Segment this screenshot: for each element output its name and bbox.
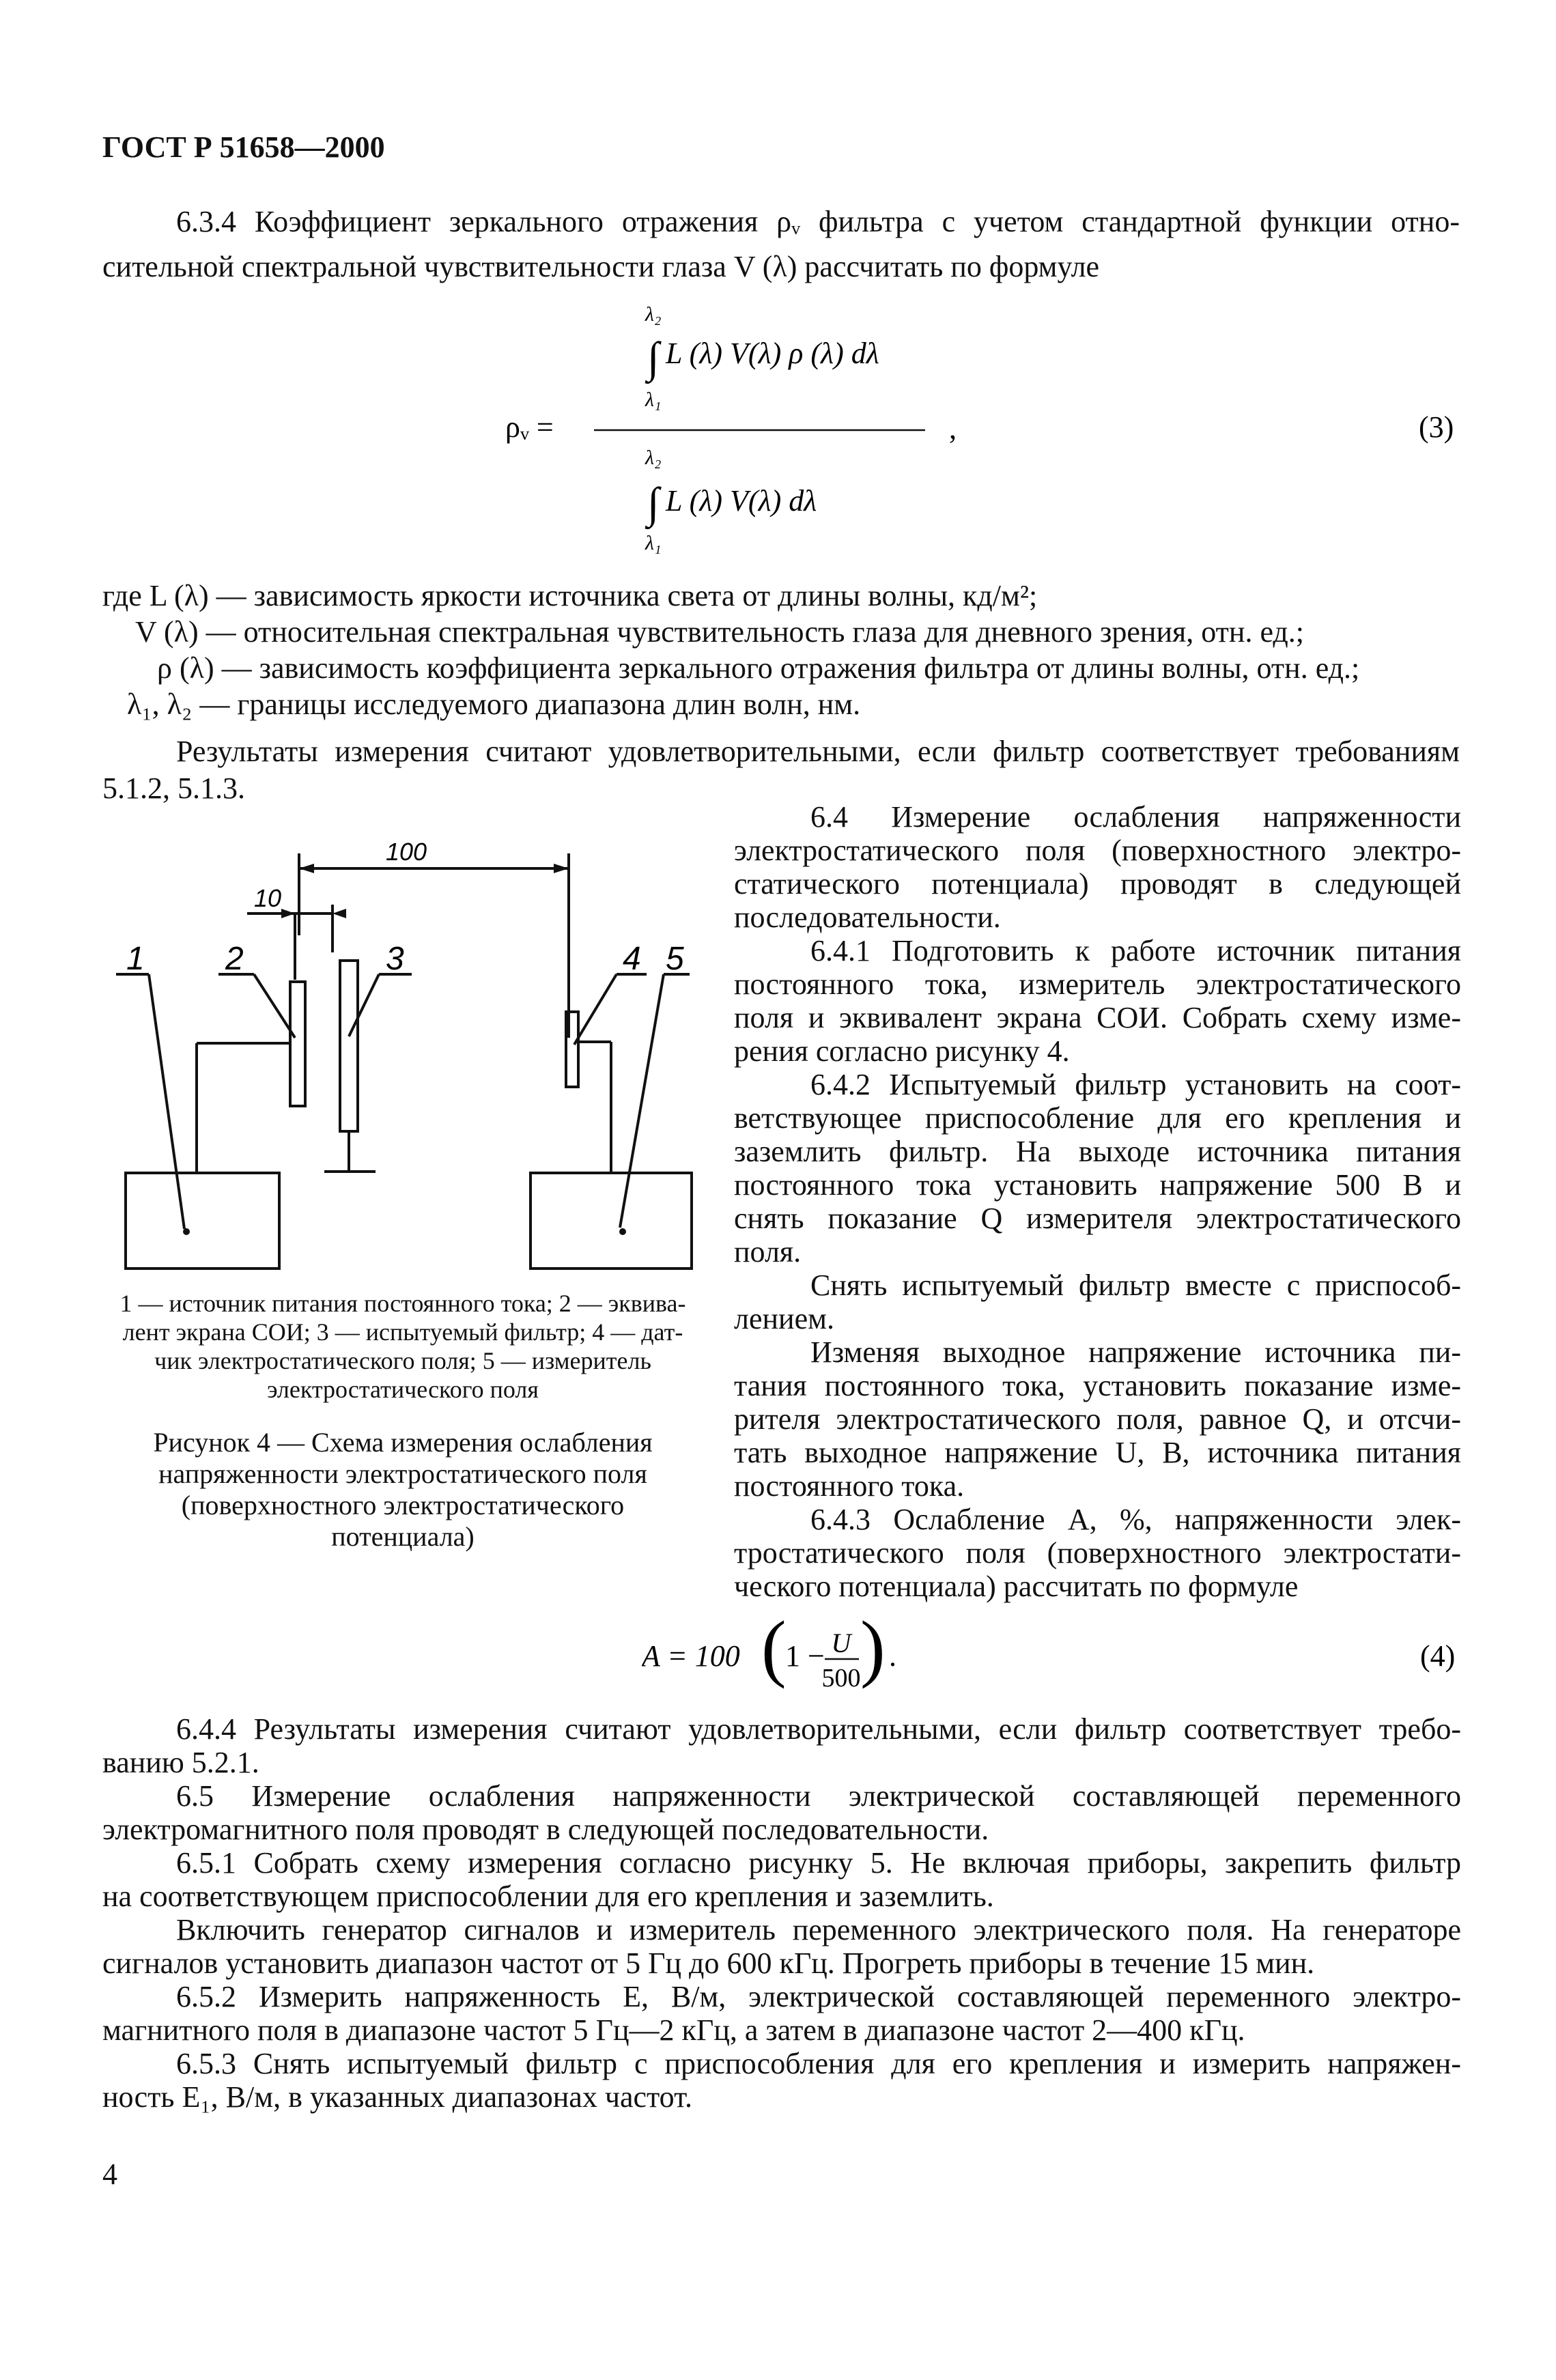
formula-4-lhs: A = 100 [642, 1639, 740, 1673]
dim-100-label: 100 [385, 838, 427, 866]
formula-3-number: (3) [1419, 410, 1454, 444]
premove-line-1: Снять испытуемый фильтр вместе с приспособ- [810, 1269, 1461, 1302]
formula-3-num-lower: λ₁ [645, 388, 662, 411]
formula-3-lhs: ρᵥ = [505, 410, 554, 444]
formula-3-den-upper: λ₂ [645, 447, 662, 469]
label-4: 4 [623, 941, 641, 977]
p643-line-2: тростатического поля (поверхностного электростати- [734, 1536, 1461, 1570]
legend-line-3: чик электростатического поля; 5 — измеритель [154, 1347, 651, 1374]
p642-line-5: снять показание Q измерителя электростатического [734, 1202, 1461, 1235]
pgen-line-2: сигналов установить диапазон частот от 5 Гц до 600 кГц. Прогреть приборы в течение 15 мин. [102, 1946, 1315, 1980]
legend-line-4: электростатического поля [267, 1376, 539, 1403]
formula-3-denominator: L (λ) V(λ) dλ [666, 484, 817, 518]
legend-line-1: 1 — источник питания постоянного тока; 2 — эквива- [119, 1290, 686, 1317]
pchange-line-2: тания постоянного тока, установить показание изме- [734, 1369, 1461, 1402]
p641-line-3: поля и эквивалент экрана СОИ. Собрать схему изме- [734, 1001, 1461, 1034]
p652-line-2: магнитного поля в диапазоне частот 5 Гц—2 кГц, а затем в диапазоне частот 2—400 кГц. [102, 2013, 1245, 2047]
para-634-line2: сительной спектральной чувствительности глаза V (λ) рассчитать по формуле [102, 250, 1100, 283]
formula-4-number: (4) [1420, 1639, 1456, 1673]
p651-line-2: на соответствующем приспособлении для его крепления и заземлить. [102, 1880, 994, 1913]
caption-line-3: (поверхностного электростатического [181, 1490, 625, 1520]
p653-line-2: ность E₁, В/м, в указанных диапазонах частот. [102, 2080, 693, 2114]
p651-line-1: 6.5.1 Собрать схему измерения согласно рисунку 5. Не включая приборы, закрепить фильтр [176, 1846, 1461, 1880]
formula-3-den-lower: λ₁ [645, 532, 662, 554]
p641-line-4: рения согласно рисунку 4. [734, 1034, 1070, 1068]
p641-line-2: постоянного тока, измеритель электростатического [734, 967, 1461, 1001]
bottom-section [102, 1712, 1461, 2114]
p642-line-6: поля. [734, 1235, 802, 1269]
caption-line-1: Рисунок 4 — Схема измерения ослабления [153, 1427, 653, 1458]
pchange-line-3: рителя электростатического поля, равное Q, и отсчи- [734, 1402, 1461, 1436]
legend-line-2: лент экрана СОИ; 3 — испытуемый фильтр; 4 — дат- [122, 1318, 683, 1346]
label-5: 5 [666, 941, 684, 977]
where-line-1: где L (λ) — зависимость яркости источника света от длины волны, кд/м²; [102, 579, 1038, 612]
p64-line-4: последовательности. [734, 901, 1001, 934]
result-line-1: Результаты измерения считают удовлетворительными, если фильтр соответствует требованиям [176, 735, 1460, 768]
power-source-box [126, 1173, 279, 1269]
pchange-line-4: тать выходное напряжение U, В, источника питания [734, 1436, 1461, 1469]
formula-4-numerator: U [831, 1628, 851, 1658]
p65-line-2: электромагнитного поля проводят в следующей последовательности. [102, 1813, 989, 1846]
p642-line-2: ветствующее приспособление для его крепления и [734, 1101, 1461, 1135]
formula-3-num-integral: ∫ [647, 333, 660, 382]
formula-4 [642, 1611, 1461, 1700]
formula-3-num-upper: λ₂ [645, 303, 662, 326]
p652-line-1: 6.5.2 Измерить напряженность E, В/м, электрической составляющей переменного электро- [176, 1980, 1461, 2013]
formula-3-den-integral: ∫ [647, 479, 660, 527]
formula-4-lparen: ( [761, 1611, 787, 1689]
p64-line-3: статического потенциала) проводят в следующей [734, 867, 1461, 901]
dim-10-label: 10 [253, 884, 282, 912]
figure-4-legend [102, 1289, 703, 1404]
p64-line-2: электростатического поля (поверхностного электро- [734, 834, 1461, 867]
page-number: 4 [102, 2157, 117, 2191]
figure-4-caption [102, 1427, 703, 1553]
screen-equivalent [290, 982, 305, 1106]
pchange-line-1: Изменяя выходное напряжение источника пи- [810, 1335, 1461, 1369]
formula-4-denominator: 500 [821, 1664, 861, 1692]
formula-3 [478, 294, 1488, 567]
formula-3-numerator: L (λ) V(λ) ρ (λ) dλ [666, 337, 879, 370]
formula-4-rparen: ) [860, 1611, 886, 1689]
p644-line-1: 6.4.4 Результаты измерения считают удовлетворительными, если фильтр соответствует требо- [176, 1712, 1461, 1746]
caption-line-4: потенциала) [331, 1521, 475, 1552]
figure-4-diagram [109, 833, 724, 1270]
para-634-line1: 6.3.4 Коэффициент зеркального отражения ρᵥ фильтра с учетом стандартной функции отно- [176, 205, 1460, 238]
right-column [734, 800, 1461, 1603]
formula-4-one-minus: 1 − [785, 1639, 825, 1673]
p642-line-4: постоянного тока установить напряжение 500 В и [734, 1168, 1461, 1202]
caption-line-2: напряженности электростатического поля [158, 1458, 647, 1489]
p643-line-3: ческого потенциала) рассчитать по формуле [734, 1570, 1299, 1603]
pchange-line-5: постоянного тока. [734, 1469, 965, 1503]
label-2: 2 [225, 941, 244, 977]
p641-line-1: 6.4.1 Подготовить к работе источник питания [810, 934, 1461, 967]
p653-line-1: 6.5.3 Снять испытуемый фильтр с приспособления для его крепления и измерить напряжен- [176, 2047, 1461, 2080]
p642-line-3: заземлить фильтр. На выходе источника питания [734, 1135, 1461, 1168]
p643-line-1: 6.4.3 Ослабление A, %, напряженности элек- [810, 1503, 1461, 1536]
where-line-4: λ₁, λ₂ — границы исследуемого диапазона длин волн, нм. [127, 688, 861, 721]
test-filter [340, 961, 358, 1131]
pgen-line-1: Включить генератор сигналов и измеритель переменного электрического поля. На генераторе [176, 1913, 1461, 1946]
p642-line-1: 6.4.2 Испытуемый фильтр установить на соот- [810, 1068, 1461, 1101]
document-header: ГОСТ Р 51658—2000 [102, 130, 385, 164]
where-line-2: V (λ) — относительная спектральная чувствительность глаза для дневного зрения, отн. ед.; [135, 615, 1305, 649]
label-1: 1 [126, 941, 145, 977]
p64-line-1: 6.4 Измерение ослабления напряженности [810, 800, 1461, 834]
where-line-3: ρ (λ) — зависимость коэффициента зеркального отражения фильтра от длины волны, отн. ед.; [157, 651, 1360, 685]
label-3: 3 [386, 941, 404, 977]
premove-line-2: лением. [734, 1302, 834, 1335]
formula-3-comma: , [949, 412, 957, 445]
result-line-2: 5.1.2, 5.1.3. [102, 771, 245, 805]
p644-line-2: ванию 5.2.1. [102, 1746, 259, 1779]
p65-line-1: 6.5 Измерение ослабления напряженности электрической составляющей переменного [176, 1779, 1461, 1813]
field-meter-box [531, 1173, 692, 1269]
formula-4-dot: . [889, 1639, 896, 1673]
